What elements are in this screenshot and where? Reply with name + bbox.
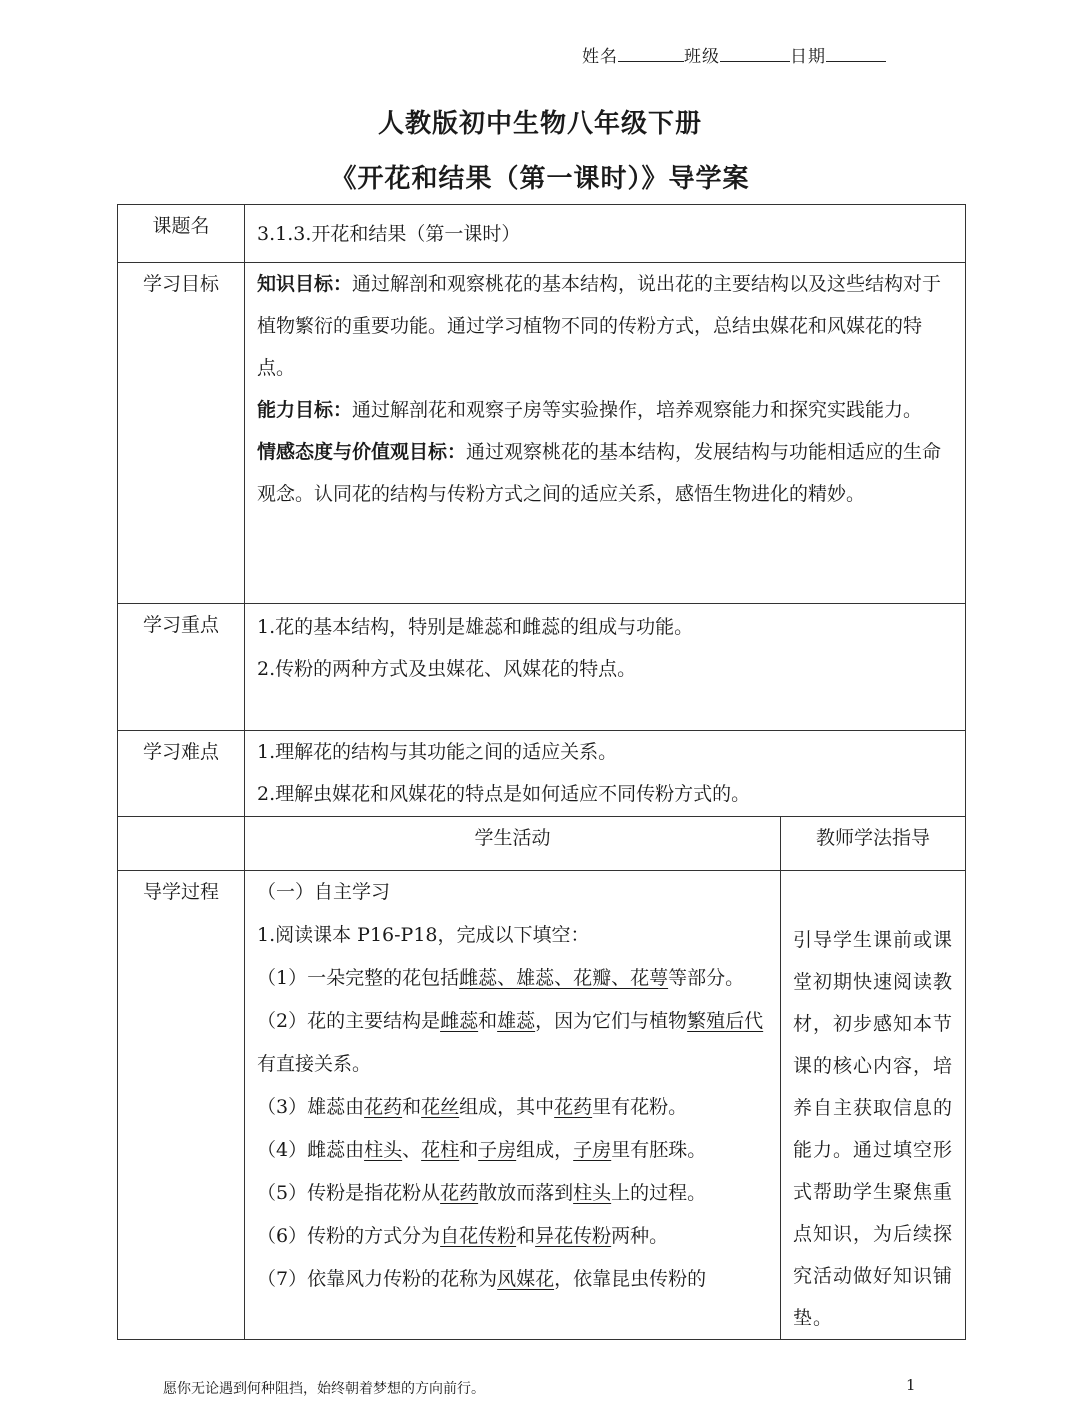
difficulties-content xyxy=(245,731,966,817)
difficulties-row xyxy=(118,731,966,817)
fill-blank-question-1: （1）一朵完整的花包括雌蕊、雄蕊、花瓣、花萼等部分。 xyxy=(257,967,745,989)
column-header-row xyxy=(118,817,966,871)
student-info-header xyxy=(582,42,886,67)
ability-goal-text: 通过解剖花和观察子房等实验操作，培养观察能力和探究实践能力。 xyxy=(352,399,923,421)
name-blank[interactable] xyxy=(618,45,684,62)
teacher-guidance-header: 教师学法指导 xyxy=(781,817,966,871)
teacher-guidance-content: 引导学生课前或课堂初期快速阅读教材，初步感知本节课的核心内容，培养自主获取信息的能力。通过填空形式帮助学生聚焦重点知识，为后续探究活动做好知识铺垫。 xyxy=(781,871,966,1340)
answer-blank[interactable]: 子房 xyxy=(573,1139,612,1161)
student-activity-content xyxy=(245,871,781,1340)
fill-blank-question-7: （7）依靠风力传粉的花称为风媒花，依靠昆虫传粉的 xyxy=(257,1268,707,1290)
document-title-line2: 《开花和结果（第一课时）》导学案 xyxy=(330,164,750,194)
key-point-item: 1.花的基本结构，特别是雄蕊和雌蕊的组成与功能。 xyxy=(257,616,694,638)
answer-blank[interactable]: 柱头 xyxy=(573,1182,612,1204)
date-label: 日期 xyxy=(790,47,826,67)
topic-value: 3.1.3.开花和结果（第一课时） xyxy=(245,205,966,263)
answer-blank[interactable]: 雄蕊 xyxy=(497,1010,536,1032)
difficulty-item: 2.理解虫媒花和风媒花的特点是如何适应不同传粉方式的。 xyxy=(257,783,751,805)
emotion-goal-text: 通过观察桃花的基本结构，发展结构与功能相适应的生命观念。认同花的结构与传粉方式之间的适应关系，感悟生物进化的精妙。 xyxy=(257,441,942,505)
answer-blank[interactable]: 花药 xyxy=(554,1096,593,1118)
knowledge-goal-title: 知识目标： xyxy=(257,273,353,295)
answer-blank[interactable]: 花柱 xyxy=(421,1139,460,1161)
student-activity-header: 学生活动 xyxy=(245,817,781,871)
process-label: 导学过程 xyxy=(118,871,245,1340)
reading-instruction: 1.阅读课本 P16-P18，完成以下填空： xyxy=(257,924,590,946)
study-guide-table xyxy=(117,204,966,1340)
fill-blank-question-5: （5）传粉是指花粉从花药散放而落到柱头上的过程。 xyxy=(257,1182,707,1204)
name-label: 姓名 xyxy=(582,47,618,67)
key-points-row xyxy=(118,604,966,731)
topic-row xyxy=(118,205,966,263)
answer-blank[interactable]: 雌蕊 xyxy=(440,1010,479,1032)
document-title-line1: 人教版初中生物八年级下册 xyxy=(377,109,702,139)
answer-blank[interactable]: 子房 xyxy=(478,1139,517,1161)
class-blank[interactable] xyxy=(720,45,790,62)
answer-blank[interactable]: 异花传粉 xyxy=(535,1225,612,1247)
goals-label: 学习目标 xyxy=(118,263,245,604)
answer-blank[interactable]: 柱头 xyxy=(364,1139,403,1161)
footer-motto: 愿你无论遇到何种阻挡，始终朝着梦想的方向前行。 xyxy=(163,1381,485,1397)
emotion-goal-title: 情感态度与价值观目标： xyxy=(257,441,467,463)
fill-blank-question-2: （2）花的主要结构是雌蕊和雄蕊，因为它们与植物繁殖后代有直接关系。 xyxy=(257,1010,764,1075)
class-label: 班级 xyxy=(684,47,720,67)
difficulties-label: 学习难点 xyxy=(118,731,245,817)
fill-blank-question-6: （6）传粉的方式分为自花传粉和异花传粉两种。 xyxy=(257,1225,669,1247)
difficulty-item: 1.理解花的结构与其功能之间的适应关系。 xyxy=(257,741,618,763)
goals-row xyxy=(118,263,966,604)
goals-content xyxy=(245,263,966,604)
key-points-label: 学习重点 xyxy=(118,604,245,731)
ability-goal-title: 能力目标： xyxy=(257,399,353,421)
date-blank[interactable] xyxy=(826,45,886,62)
key-point-item: 2.传粉的两种方式及虫媒花、风媒花的特点。 xyxy=(257,658,637,680)
answer-blank[interactable]: 风媒花 xyxy=(497,1268,555,1290)
answer-blank[interactable]: 繁殖后代 xyxy=(687,1010,764,1032)
answer-blank[interactable]: 自花传粉 xyxy=(440,1225,517,1247)
knowledge-goal-text: 通过解剖和观察桃花的基本结构，说出花的主要结构以及这些结构对于植物繁衍的重要功能。通过学习植物不同的传粉方式，总结虫媒花和风媒花的特点。 xyxy=(257,273,942,379)
fill-blank-question-4: （4）雌蕊由柱头、花柱和子房组成，子房里有胚珠。 xyxy=(257,1139,707,1161)
fill-blank-question-3: （3）雄蕊由花药和花丝组成，其中花药里有花粉。 xyxy=(257,1096,688,1118)
answer-blank[interactable]: 花药 xyxy=(440,1182,479,1204)
answer-blank[interactable]: 雌蕊、雄蕊、花瓣、花萼 xyxy=(459,967,669,989)
process-row xyxy=(118,871,966,1340)
key-points-content xyxy=(245,604,966,731)
section-title: （一）自主学习 xyxy=(257,881,391,903)
page-number: 1 xyxy=(906,1376,916,1394)
answer-blank[interactable]: 花丝 xyxy=(421,1096,460,1118)
column-header-empty xyxy=(118,817,245,871)
answer-blank[interactable]: 花药 xyxy=(364,1096,403,1118)
topic-label: 课题名 xyxy=(118,205,245,263)
